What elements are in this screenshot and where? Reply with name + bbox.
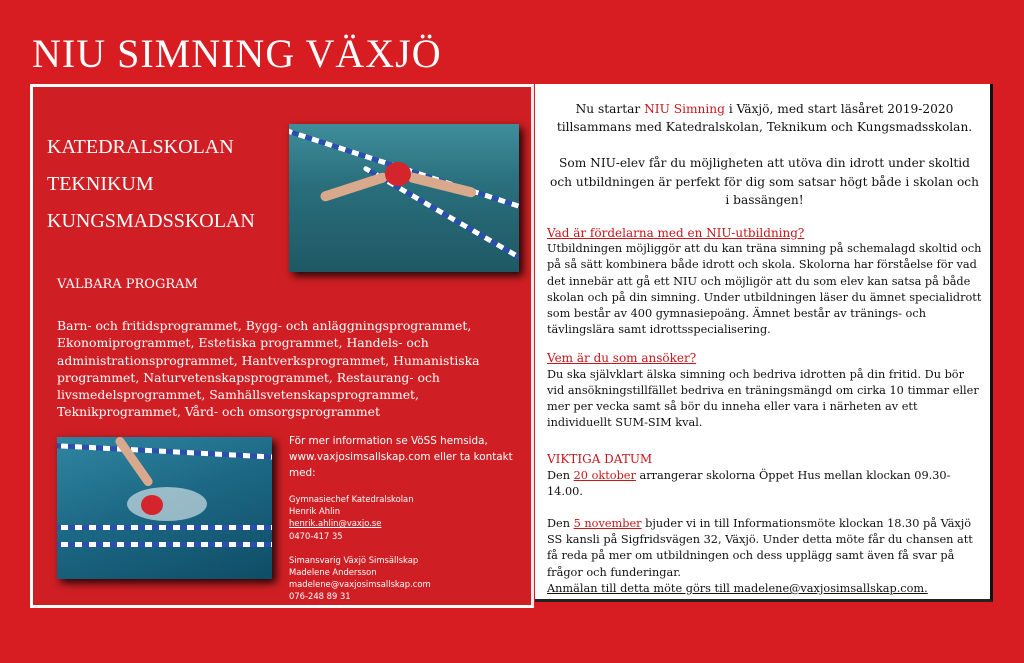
lane-rope	[57, 542, 272, 547]
benefits-heading: Vad är fördelarna med en NIU-utbildning?	[547, 226, 805, 241]
contact-role: Simansvarig Växjö Simsällskap	[289, 554, 419, 565]
intro-paragraph-2: Som NIU-elev får du möjligheten att utöva din idrott under skoltid och utbildningen är perfekt för dig som satsar högt både i skolan och i bassängen!	[549, 156, 979, 207]
swimmer-cap	[385, 162, 411, 186]
contact-email[interactable]: madelene@vaxjosimsallskap.com	[289, 579, 431, 590]
swimmer-arm	[114, 437, 155, 488]
date-1-text	[547, 468, 982, 500]
swimmer-arm	[407, 172, 477, 199]
date1-pre: Den	[547, 468, 571, 482]
left-panel	[30, 84, 534, 608]
backstroke-swimmer-photo	[57, 437, 272, 579]
contact-name: Henrik Ahlin	[289, 506, 341, 517]
water-splash	[127, 487, 207, 521]
date1-date: 20 oktober	[573, 468, 636, 482]
intro-paragraph	[547, 100, 982, 136]
intro-pre: Nu startar	[575, 102, 641, 116]
date2-post: bjuder vi in till Informationsmöte klockan 18.30 på Växjö SS kansli på Sigfridsvägen 32, Växjö. Under detta möte får du chansen att få reda på mer om utbildningen och dess upplägg samt även få svar på frågor och funderingar.	[547, 517, 973, 579]
programs-text: Barn- och fritidsprogrammet, Bygg- och anläggningsprogrammet, Ekonomiprogrammet, Estetiska programmet, Handels- och administrationsprogrammet, Hantverksprogrammet, Humanistiska programmet, Naturvetenskapsprogrammet, Restaurang- och livsmedelsprogrammet, Samhällsvetenskapsprogrammet, Teknikprogrammet, Vård- och omsorgsprogrammet	[57, 318, 480, 420]
benefits-text: Utbildningen möjliggör att du kan träna simning på schemalagd skoltid och på så sätt kombinera både idrott och skola. Skolorna har förståelse för vad det innebär att gå ett NIU och möjligör att du som elev kan satsa på både skolan och på din simning. Under utbildningen läser du ämnet specialidrott som består av 400 gymnasiepoäng. Ämnet består av tränings- och tävlingslära samt idrottsspecialisering.	[547, 242, 982, 337]
school-name: TEKNIKUM	[47, 173, 154, 195]
date2-pre: Den	[547, 517, 571, 531]
contact-intro: För mer information se VöSS hemsida, www.vaxjosimsallskap.com eller ta kontakt med:	[289, 435, 513, 479]
applicant-heading: Vem är du som ansöker?	[547, 351, 697, 366]
school-name: KUNGSMADSSKOLAN	[47, 210, 255, 232]
info-panel	[535, 84, 993, 602]
butterfly-swimmer-photo	[289, 124, 519, 272]
date-2-text	[547, 516, 982, 581]
contact-person-1	[289, 493, 525, 542]
date2-date: 5 november	[573, 517, 642, 531]
lane-rope	[57, 525, 272, 530]
contact-name: Madelene Andersson	[289, 567, 377, 578]
contact-person-2	[289, 554, 525, 603]
contact-info	[289, 433, 525, 603]
date1-post: arrangerar skolorna Öppet Hus mellan klockan 09.30-14.00.	[547, 468, 951, 498]
intro-highlight: NIU Simning	[644, 102, 725, 116]
swimmer-cap	[141, 495, 163, 515]
applicant-text: Du ska självklart älska simning och bedriva idrotten på din fritid. Du bör vid ansökningstillfället bedriva en träningsmängd om cirka 10 timmar eller mer per vecka samt så bör du inneha eller vara i närheten av ett individuellt SUM-SIM kval.	[547, 367, 979, 430]
page-title: NIU SIMNING VÄXJÖ	[32, 31, 442, 76]
dates-heading: VIKTIGA DATUM	[547, 452, 653, 467]
programs-label: VALBARA PROGRAM	[57, 277, 198, 292]
school-list	[47, 129, 255, 240]
signup-link[interactable]: Anmälan till detta möte görs till madelene@vaxjosimsallskap.com.	[547, 581, 928, 595]
intro-post: i Växjö, med start läsåret 2019-2020 tillsammans med Katedralskolan, Teknikum och Kungsmadsskolan.	[556, 102, 973, 135]
contact-phone: 076-248 89 31	[289, 591, 351, 602]
swimmer-arm	[319, 171, 389, 202]
contact-phone: 0470-417 35	[289, 530, 343, 541]
contact-role: Gymnasiechef Katedralskolan	[289, 494, 414, 504]
contact-email[interactable]: henrik.ahlin@vaxjo.se	[289, 518, 382, 529]
lane-rope	[57, 443, 272, 461]
school-name: KATEDRALSKOLAN	[47, 136, 234, 158]
